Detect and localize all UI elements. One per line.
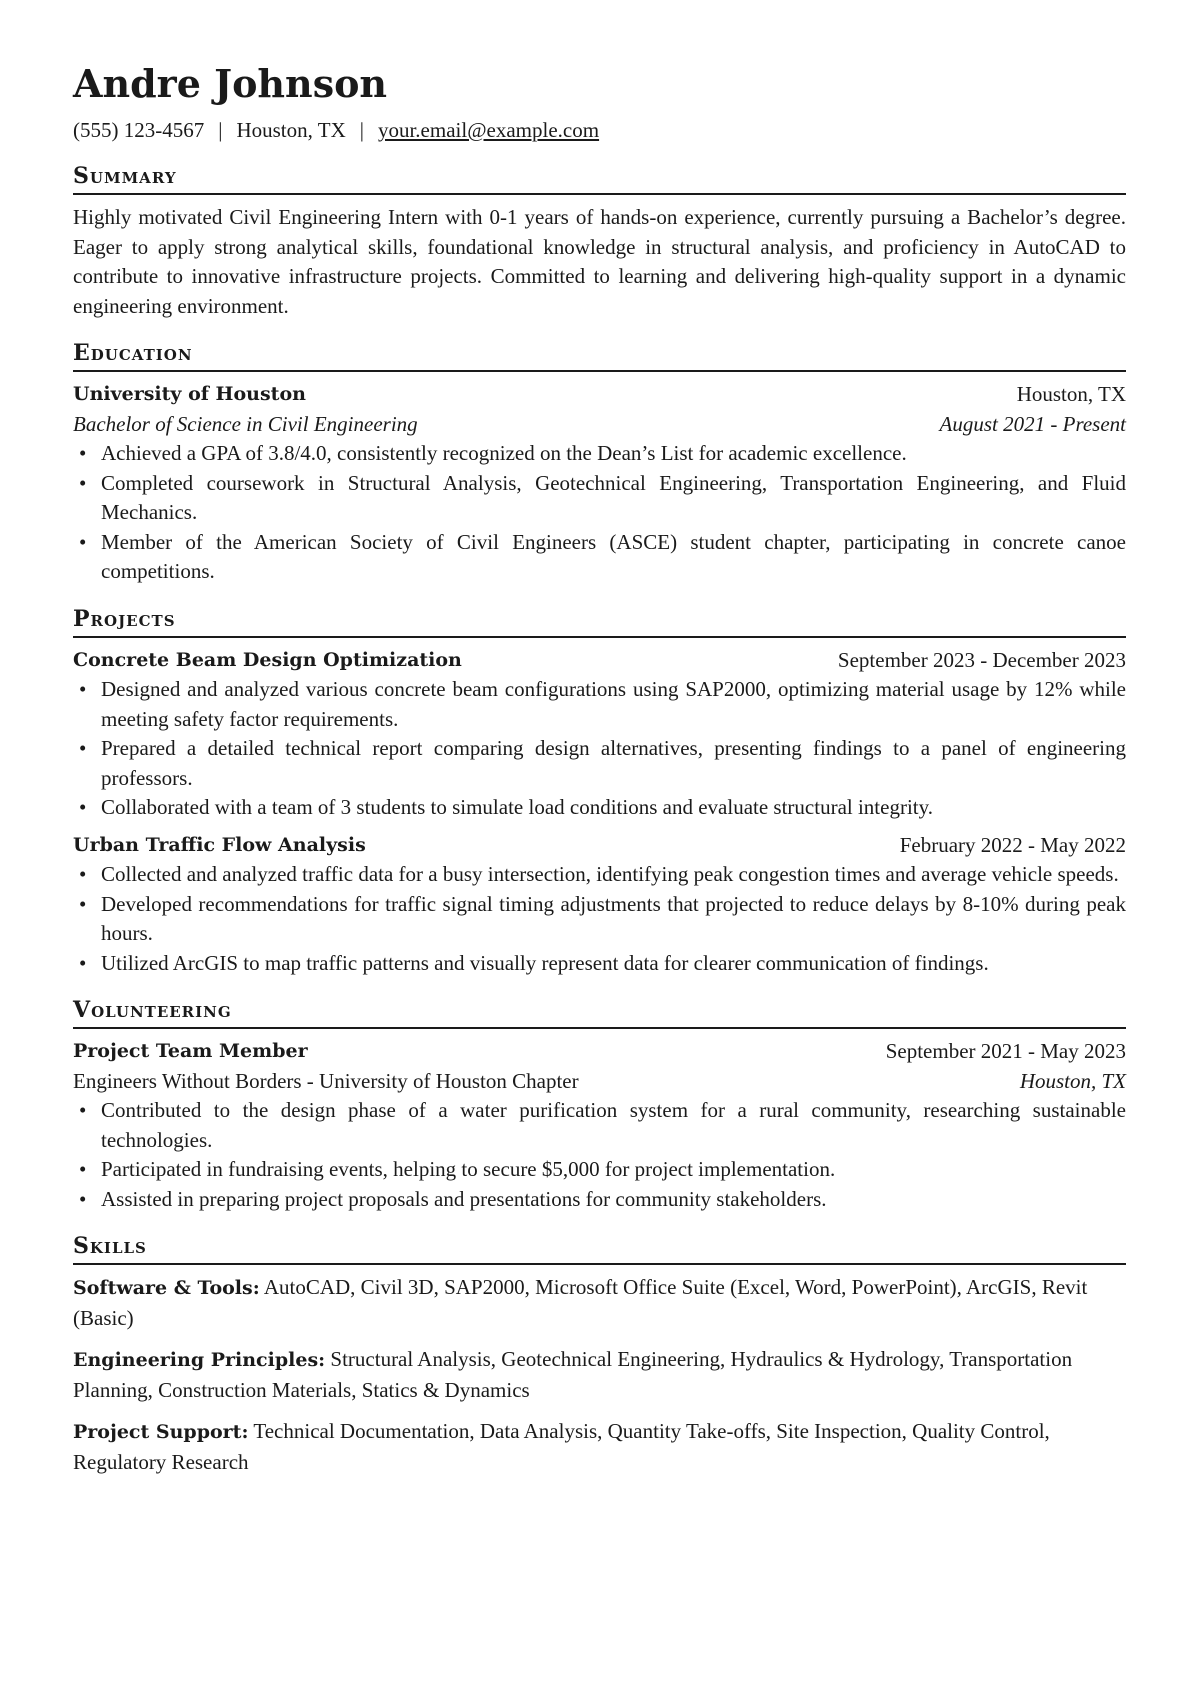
volunteering-section	[73, 996, 1126, 1214]
project-dates: September 2023 - December 2023	[837, 647, 1126, 672]
projects-section	[73, 605, 1126, 979]
project-name: Concrete Beam Design Optimization	[73, 648, 462, 671]
section-title-projects: Projects	[73, 605, 1126, 638]
project-entry	[73, 646, 1126, 823]
skill-value: Structural Analysis, Geotechnical Engineering, Hydraulics & Hydrology, Transportation Planning, Construction Materials, Statics & Dynamics	[73, 1347, 1073, 1402]
education-section	[73, 339, 1126, 587]
project-header-row	[73, 831, 1126, 861]
skill-label: Engineering Principles:	[73, 1349, 326, 1371]
project-entry	[73, 831, 1126, 979]
education-dates: August 2021 - Present	[939, 411, 1126, 436]
volunteer-dates: September 2021 - May 2023	[885, 1039, 1126, 1063]
skill-line	[73, 1345, 1126, 1405]
volunteer-bullets	[73, 1096, 1126, 1214]
contact-line	[73, 116, 1126, 144]
skills-section	[73, 1232, 1126, 1477]
resume-page	[73, 58, 1126, 1489]
skill-value: AutoCAD, Civil 3D, SAP2000, Microsoft Office Suite (Excel, Word, PowerPoint), ArcGIS, Revit (Basic)	[73, 1275, 1088, 1330]
section-title-volunteering: Volunteering	[73, 996, 1126, 1029]
degree-name: Bachelor of Science in Civil Engineering	[73, 411, 418, 436]
summary-text: Highly motivated Civil Engineering Intern with 0-1 years of hands-on experience, currently pursuing a Bachelor’s degree. Eager to apply strong analytical skills, foundational knowledge in structural analysis, and proficiency in AutoCAD to contribute to innovative infrastructure projects. Committed to learning and delivering high-quality support in a dynamic engineering environment.	[73, 205, 1126, 318]
skill-value: Technical Documentation, Data Analysis, Quantity Take-offs, Site Inspection, Quality Control, Regulatory Research	[73, 1419, 1050, 1474]
school-location: Houston, TX	[1016, 382, 1126, 406]
skill-line	[73, 1417, 1126, 1477]
list-item: • Prepared a detailed technical report comparing design alternatives, presenting findings to a panel of engineering professors.	[73, 734, 1126, 793]
list-item: • Contributed to the design phase of a water purification system for a rural community, researching sustainable technologies.	[73, 1096, 1126, 1155]
project-bullets	[73, 675, 1126, 823]
list-item: • Member of the American Society of Civil Engineers (ASCE) student chapter, participating in concrete canoe competitions.	[73, 528, 1126, 587]
location: Houston, TX	[236, 118, 346, 142]
section-title-skills: Skills	[73, 1232, 1126, 1265]
project-name: Urban Traffic Flow Analysis	[73, 833, 366, 856]
contact-separator: |	[218, 118, 223, 142]
volunteer-header-row	[73, 1037, 1126, 1067]
school-name: University of Houston	[73, 383, 306, 405]
skill-label: Software & Tools:	[73, 1277, 260, 1299]
education-degree-row	[73, 410, 1126, 440]
project-header-row	[73, 646, 1126, 676]
list-item: • Developed recommendations for traffic signal timing adjustments that projected to reduce delays by 8-10% during peak hours.	[73, 890, 1126, 949]
contact-separator: |	[359, 118, 364, 142]
list-item: • Collaborated with a team of 3 students to simulate load conditions and evaluate structural integrity.	[73, 793, 1126, 823]
project-bullets	[73, 860, 1126, 978]
education-header-row	[73, 380, 1126, 410]
volunteer-role: Project Team Member	[73, 1040, 308, 1062]
summary-section	[73, 162, 1126, 321]
education-bullets	[73, 439, 1126, 587]
volunteer-org: Engineers Without Borders - University of Houston Chapter	[73, 1068, 579, 1093]
list-item: • Collected and analyzed traffic data for a busy intersection, identifying peak congestion times and average vehicle speeds.	[73, 860, 1126, 890]
skill-label: Project Support:	[73, 1421, 249, 1443]
list-item: • Completed coursework in Structural Analysis, Geotechnical Engineering, Transportation Engineering, and Fluid Mechanics.	[73, 469, 1126, 528]
list-item: • Assisted in preparing project proposals and presentations for community stakeholders.	[73, 1185, 1126, 1215]
phone-number: (555) 123-4567	[73, 118, 205, 142]
email-link[interactable]: your.email@example.com	[377, 118, 600, 142]
skill-line	[73, 1273, 1126, 1333]
list-item: • Participated in fundraising events, helping to secure $5,000 for project implementation.	[73, 1155, 1126, 1185]
section-title-education: Education	[73, 339, 1126, 372]
list-item: • Utilized ArcGIS to map traffic patterns and visually represent data for clearer communication of findings.	[73, 949, 1126, 979]
project-dates: February 2022 - May 2022	[899, 832, 1126, 857]
candidate-name: Andre Johnson	[73, 61, 388, 106]
section-title-summary: Summary	[73, 162, 1126, 195]
volunteer-location: Houston, TX	[1019, 1068, 1126, 1093]
list-item: • Designed and analyzed various concrete beam configurations using SAP2000, optimizing material usage by 12% while meeting safety factor requirements.	[73, 675, 1126, 734]
volunteer-org-row	[73, 1067, 1126, 1097]
list-item: • Achieved a GPA of 3.8/4.0, consistently recognized on the Dean’s List for academic excellence.	[73, 439, 1126, 469]
